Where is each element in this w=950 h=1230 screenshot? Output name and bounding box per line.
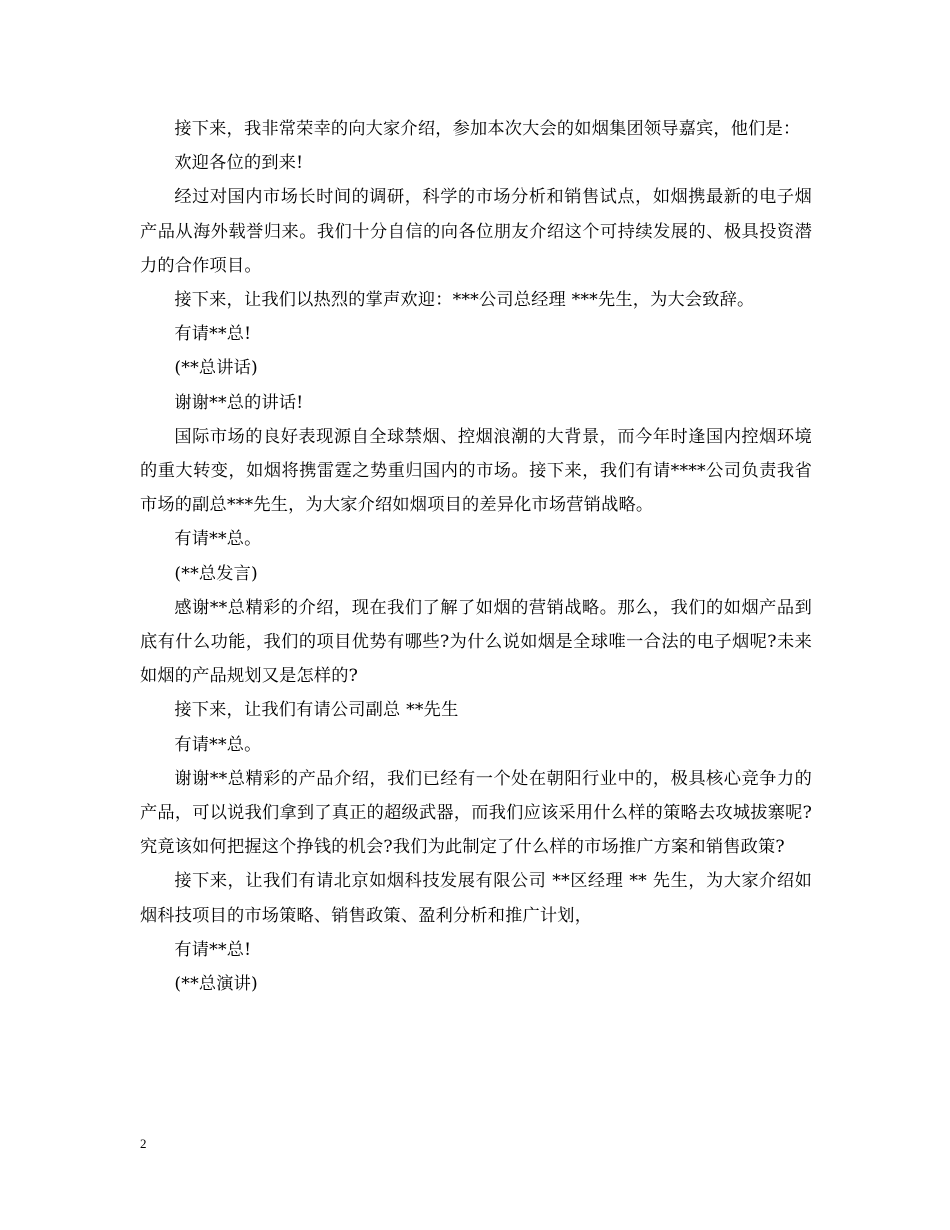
paragraph: 有请**总! bbox=[174, 939, 252, 960]
paragraph: 有请**总! bbox=[174, 324, 252, 345]
paragraph: 有请**总。 bbox=[174, 734, 262, 755]
paragraph: 谢谢**总的讲话! bbox=[174, 392, 304, 413]
paragraph: (**总讲话) bbox=[174, 358, 258, 379]
paragraph: 接下来，让我们有请北京如烟科技发展有限公司 **区经理 ** 先生，为大家介绍如烟科技项目的市场策略、销售政策、盈利分析和推广计划， bbox=[140, 871, 812, 926]
paragraph: 欢迎各位的到来! bbox=[174, 153, 304, 174]
paragraph: 经过对国内市场长时间的调研，科学的市场分析和销售试点，如烟携最新的电子烟产品从海外载誉归来。我们十分自信的向各位朋友介绍这个可持续发展的、极具投资潜力的合作项目。 bbox=[140, 187, 812, 276]
paragraph: 有请**总。 bbox=[174, 529, 262, 550]
page-number: 2 bbox=[140, 1136, 147, 1151]
paragraph: 国际市场的良好表现源自全球禁烟、控烟浪潮的大背景，而今年时逢国内控烟环境的重大转变，如烟将携雷霆之势重归国内的市场。接下来，我们有请****公司负责我省市场的副总***先生，为大家介绍如烟项目的差异化市场营销战略。 bbox=[140, 426, 812, 516]
paragraph: (**总演讲) bbox=[174, 974, 258, 995]
paragraph: 感谢**总精彩的介绍，现在我们了解了如烟的营销战略。那么，我们的如烟产品到底有什么功能，我们的项目优势有哪些?为什么说如烟是全球唯一合法的电子烟呢?未来如烟的产品规划又是怎样的? bbox=[140, 597, 812, 687]
document-body bbox=[140, 112, 812, 1001]
paragraph: 接下来，我非常荣幸的向大家介绍，参加本次大会的如烟集团领导嘉宾，他们是： bbox=[174, 119, 801, 139]
paragraph: 谢谢**总精彩的产品介绍，我们已经有一个处在朝阳行业中的，极具核心竞争力的产品，可以说我们拿到了真正的超级武器，而我们应该采用什么样的策略去攻城拔寨呢?究竟该如何把握这个挣钱的机会?我们为此制定了什么样的市场推广方案和销售政策? bbox=[140, 768, 812, 858]
paragraph: 接下来，让我们有请公司副总 **先生 bbox=[174, 700, 459, 721]
paragraph: 接下来，让我们以热烈的掌声欢迎：***公司总经理 ***先生，为大会致辞。 bbox=[174, 290, 755, 311]
paragraph: (**总发言) bbox=[174, 563, 258, 584]
